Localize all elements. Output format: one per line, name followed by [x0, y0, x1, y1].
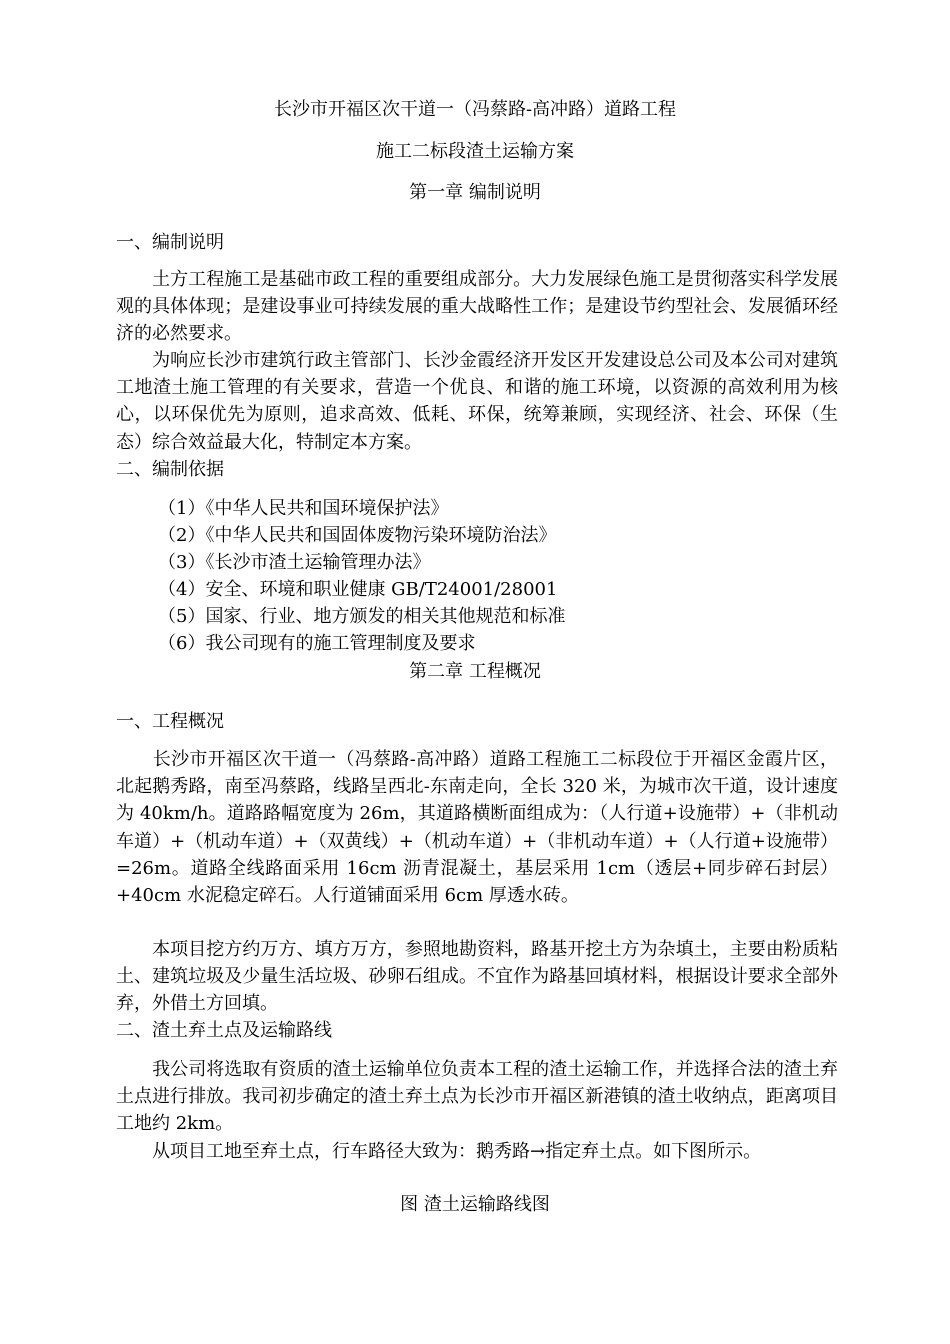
- basis-item-3: （3）《长沙市渣土运输管理办法》: [158, 552, 431, 573]
- chapter2-heading: 第二章 工程概况: [409, 661, 541, 682]
- section1-paragraph2: 为响应长沙市建筑行政主管部门、长沙金霞经济开发区开发建设总公司及本公司对建筑工地渣土施工管理的有关要求，营造一个优良、和谐的施工环境，以资源的高效利用为核心，以环保优先为原则，追求高效、低耗、环保，统筹兼顾，实现经济、社会、环保（生态）综合效益最大化，特制定本方案。: [116, 350, 838, 453]
- chapter2-paragraph1: 长沙市开福区次干道一（冯蔡路-高冲路）道路工程施工二标段位于开福区金霞片区，北起鹅秀路，南至冯蔡路，线路呈西北-东南走向，全长 320 米，为城市次干道，设计速度为 40km/h。道路路幅宽度为 26m，其道路横断面组成为：（人行道+设施带）+（非机动车道）+（机动车道）+（双黄线）+（机动车道）+（非机动车道）+（人行道+设施带）=26m。道路全线路面采用 16cm 沥青混凝土，基层采用 1cm（透层+同步碎石封层）+40cm 水泥稳定碎石。人行道铺面采用 6cm 厚透水砖。: [116, 749, 838, 907]
- chapter2-paragraph2: 本项目挖方约万方、填方万方，参照地勘资料，路基开挖土方为杂填土，主要由粉质粘土、建筑垃圾及少量生活垃圾、砂卵石组成。不宜作为路基回填材料，根据设计要求全部外弃，外借土方回填。: [116, 939, 838, 1015]
- basis-item-6: （6）我公司现有的施工管理制度及要求: [158, 633, 476, 654]
- section1-paragraph1: 土方工程施工是基础市政工程的重要组成部分。大力发展绿色施工是贯彻落实科学发展观的具体体现；是建设事业可持续发展的重大战略性工作；是建设节约型社会、发展循环经济的必然要求。: [116, 269, 838, 345]
- doc-title-line2: 施工二标段渣土运输方案: [376, 141, 574, 162]
- chapter2-section1-heading: 一、工程概况: [116, 711, 224, 732]
- chapter1-heading: 第一章 编制说明: [409, 182, 541, 203]
- doc-title-line1: 长沙市开福区次干道一（冯蔡路-高冲路）道路工程: [273, 99, 677, 120]
- figure-caption: 图 渣土运输路线图: [400, 1194, 550, 1215]
- chapter2-paragraph3: 我公司将选取有资质的渣土运输单位负责本工程的渣土运输工作，并选择合法的渣土弃土点进行排放。我司初步确定的渣土弃土点为长沙市开福区新港镇的渣土收纳点，距离项目工地约 2km。: [116, 1059, 838, 1135]
- section1-heading: 一、编制说明: [116, 232, 224, 253]
- basis-item-1: （1）《中华人民共和国环境保护法》: [158, 498, 449, 519]
- basis-item-2: （2）《中华人民共和国固体废物污染环境防治法》: [158, 525, 557, 546]
- chapter2-paragraph4: 从项目工地至弃土点，行车路径大致为：鹅秀路→指定弃土点。如下图所示。: [116, 1141, 762, 1162]
- basis-item-5: （5）国家、行业、地方颁发的相关其他规范和标准: [158, 606, 566, 627]
- section2-heading: 二、编制依据: [116, 459, 224, 480]
- basis-item-4: （4）安全、环境和职业健康 GB/T24001/28001: [158, 579, 558, 600]
- chapter2-section2-heading: 二、渣土弃土点及运输路线: [116, 1020, 332, 1041]
